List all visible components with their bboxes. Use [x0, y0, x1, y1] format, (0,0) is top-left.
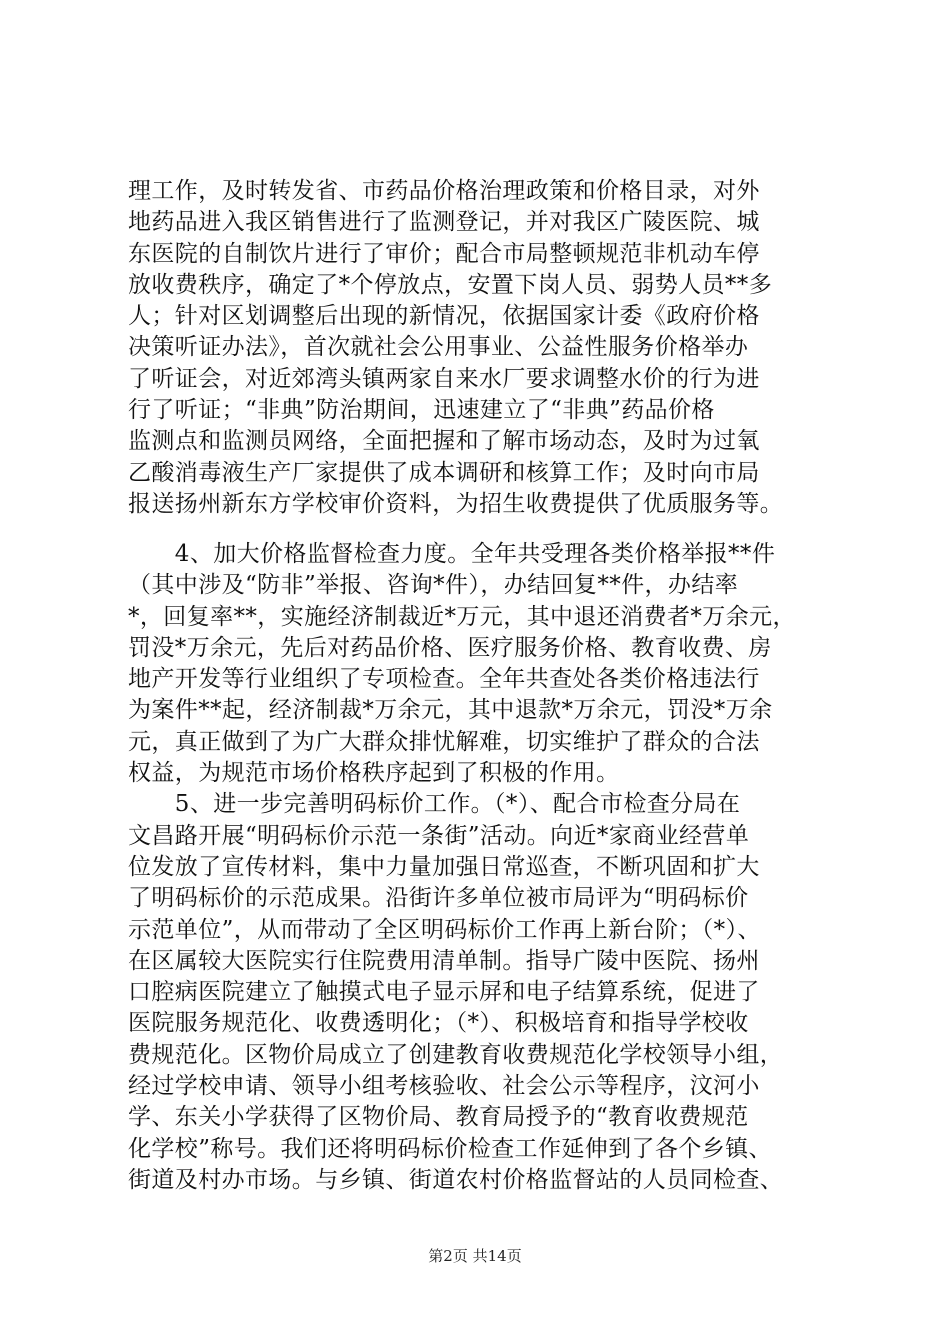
text-line: 了明码标价的示范成果。沿街许多单位被市局评为“明码标价 — [128, 885, 749, 912]
text-line: 行了听证；“非典”防治期间，迅速建立了“非典”药品价格 — [128, 397, 715, 424]
text-line: 监测点和监测员网络，全面把握和了解市场动态，及时为过氧 — [128, 428, 760, 455]
text-line: 元，真正做到了为广大群众排忧解难，切实维护了群众的合法 — [128, 728, 760, 755]
text-line: 东医院的自制饮片进行了审价；配合市局整顿规范非机动车停 — [128, 240, 760, 267]
text-line: 权益，为规范市场价格秩序起到了积极的作用。 — [128, 760, 620, 787]
text-line: 4、加大价格监督检查力度。全年共受理各类价格举报**件 — [128, 541, 776, 567]
text-line: 了听证会，对近郊湾头镇两家自来水厂要求调整水价的行为进 — [128, 365, 760, 392]
text-line: *，回复率**，实施经济制裁近*万元，其中退还消费者*万余元， — [128, 603, 796, 630]
text-line: 地产开发等行业组织了专项检查。全年共查处各类价格违法行 — [128, 666, 760, 693]
text-line: 医院服务规范化、收费透明化；（*）、积极培育和指导学校收 — [128, 1010, 749, 1037]
text-line: 费规范化。区物价局成立了创建教育收费规范化学校领导小组， — [128, 1041, 784, 1068]
text-line: 罚没*万余元，先后对药品价格、医疗服务价格、教育收费、房 — [128, 634, 772, 661]
text-line: 地药品进入我区销售进行了监测登记，并对我区广陵医院、城 — [128, 209, 760, 236]
text-line: 为案件**起，经济制裁*万余元，其中退款*万余元，罚没*万余 — [128, 697, 773, 724]
text-line: 乙酸消毒液生产厂家提供了成本调研和核算工作；及时向市局 — [128, 459, 760, 486]
text-line: 学、东关小学获得了区物价局、教育局授予的“教育收费规范 — [128, 1104, 749, 1131]
text-line: 人；针对区划调整后出现的新情况，依据国家计委《政府价格 — [128, 303, 760, 330]
page-footer — [0, 1245, 950, 1266]
text-line: 报送扬州新东方学校审价资料，为招生收费提供了优质服务等。 — [128, 490, 784, 517]
text-line: 放收费秩序，确定了*个停放点，安置下岗人员、弱势人员**多 — [128, 271, 773, 298]
paragraph-continuation — [128, 176, 828, 520]
paragraphs-4-5 — [128, 539, 828, 1196]
text-line: 文昌路开展“明码标价示范一条街”活动。向近*家商业经营单 — [128, 822, 750, 849]
text-line: 口腔病医院建立了触摸式电子显示屏和电子结算系统，促进了 — [128, 979, 760, 1006]
text-line: （其中涉及“防非”举报、咨询*件），办结回复**件，办结率 — [128, 572, 739, 599]
text-line: 理工作，及时转发省、市药品价格治理政策和价格目录，对外 — [128, 178, 760, 204]
text-line: 化学校”称号。我们还将明码标价检查工作延伸到了各个乡镇、 — [128, 1135, 772, 1162]
text-line: 在区属较大医院实行住院费用清单制。指导广陵中医院、扬州 — [128, 947, 760, 974]
text-line: 经过学校申请、领导小组考核验收、社会公示等程序，汶河小 — [128, 1073, 760, 1100]
text-line: 位发放了宣传材料，集中力量加强日常巡查，不断巩固和扩大 — [128, 853, 760, 880]
text-line: 示范单位”，从而带动了全区明码标价工作再上新台阶；（*）、 — [128, 916, 761, 943]
text-line: 5、进一步完善明码标价工作。（*）、配合市检查分局在 — [128, 791, 741, 818]
page-number: 第2页 共14页 — [428, 1247, 522, 1265]
text-line: 决策听证办法》，首次就社会公用事业、公益性服务价格举办 — [128, 334, 749, 361]
text-line: 街道及村办市场。与乡镇、街道农村价格监督站的人员同检查、 — [128, 1166, 784, 1193]
